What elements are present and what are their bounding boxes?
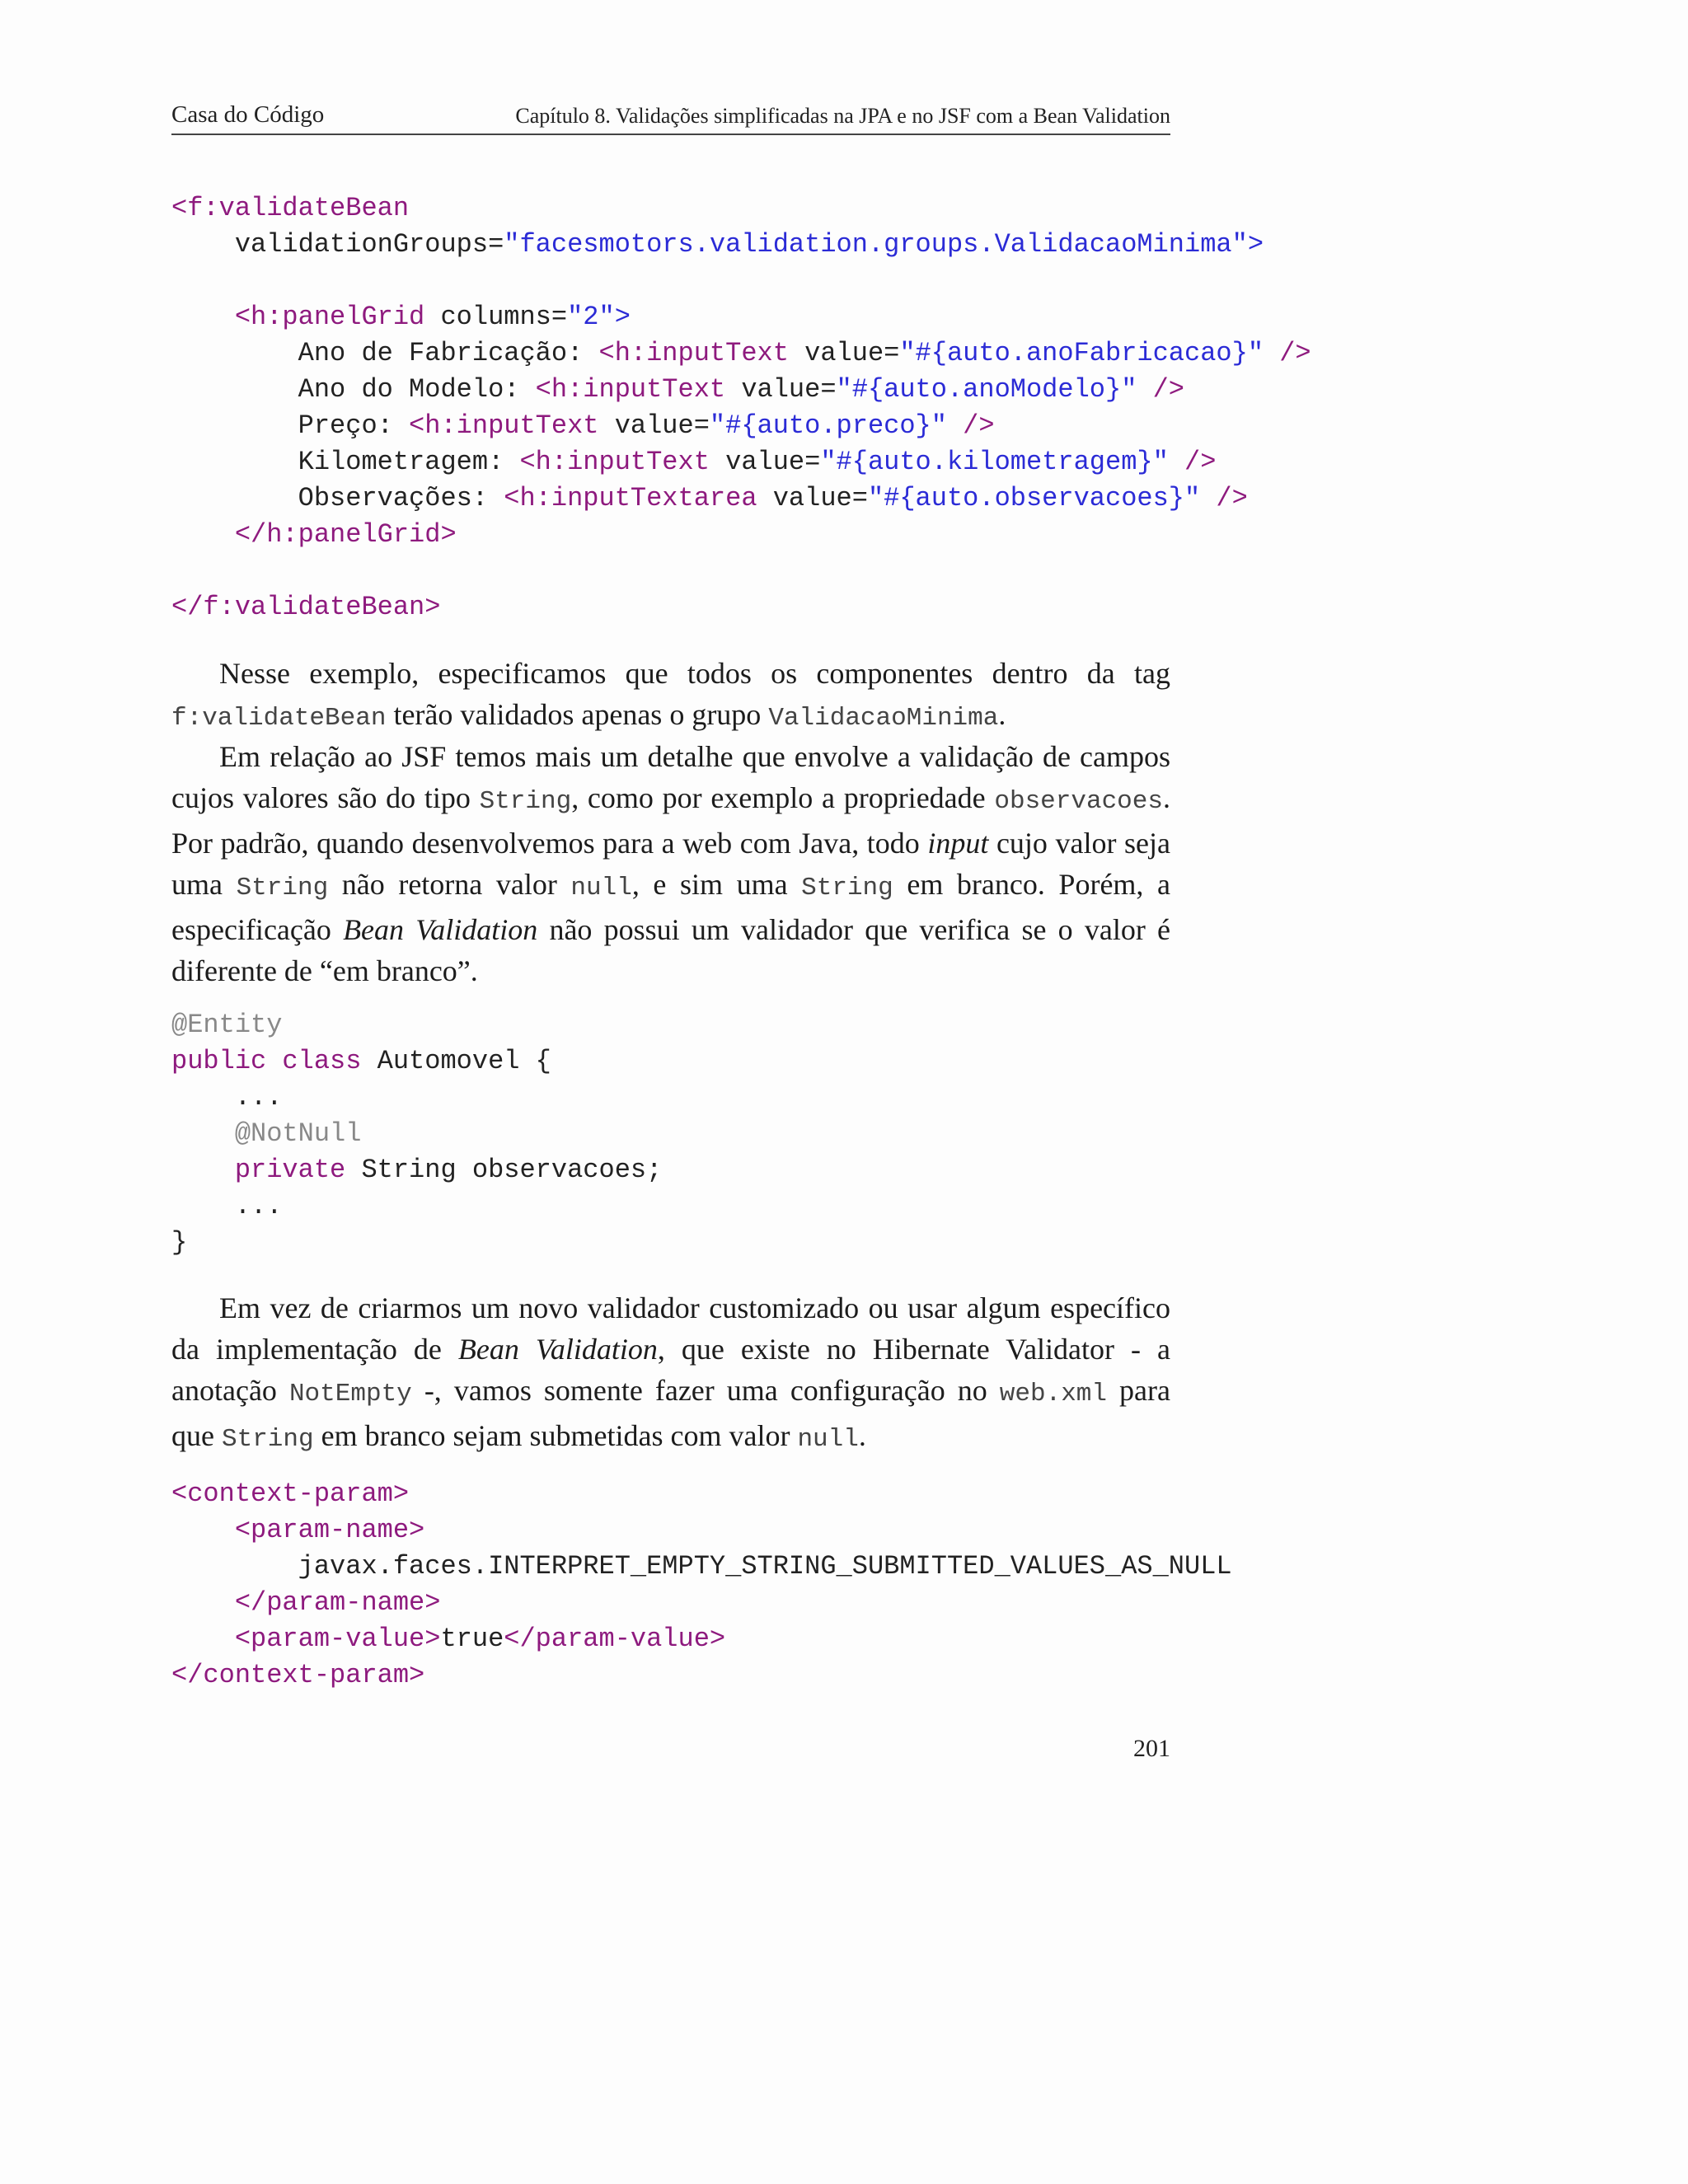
code-token: value=	[788, 338, 900, 368]
code-block-context-param	[171, 1476, 1232, 1694]
italic-run: input	[927, 827, 989, 860]
text-run: , e sim uma	[631, 868, 802, 901]
text-run: .	[858, 1419, 866, 1452]
code-token: value=	[598, 410, 710, 441]
code-token: />	[946, 410, 995, 441]
text-run: Nesse exemplo, especificamos que todos os componentes dentro da tag	[219, 657, 1170, 690]
inline-code: observacoes	[994, 787, 1163, 816]
code-token: Preço:	[298, 410, 410, 441]
text-run: cujo valor seja uma	[171, 827, 1170, 901]
text-run: , que existe no Hibernate Validator - a anotação	[171, 1333, 1170, 1407]
italic-run: Bean Validation	[457, 1333, 658, 1366]
code-token: Observações:	[298, 483, 504, 513]
code-token: </param-name>	[234, 1587, 441, 1618]
inline-code: String	[801, 874, 893, 902]
code-token: "#{auto.anoModelo}"	[836, 374, 1137, 405]
text-run: não retorna valor	[328, 868, 571, 901]
code-token: />	[1168, 447, 1217, 477]
code-token: validationGroups=	[234, 229, 504, 260]
code-token: />	[1264, 338, 1311, 368]
code-token: public class	[171, 1046, 362, 1076]
code-token: "#{auto.observacoes}"	[867, 483, 1201, 513]
inline-code: NotEmpty	[288, 1380, 412, 1408]
code-token: </f:validateBean>	[171, 592, 441, 622]
code-token: value=	[709, 447, 821, 477]
code-token: <f:validateBean	[171, 193, 410, 223]
code-token: String observacoes;	[345, 1155, 663, 1185]
chapter-title: Capítulo 8. Validações simplificadas na JPA e no JSF com a Bean Validation	[515, 104, 1170, 128]
inline-code: String	[236, 874, 329, 902]
code-token: javax.faces.INTERPRET_EMPTY_STRING_SUBMITTED_VALUES_AS_NULL	[298, 1551, 1232, 1582]
text-run: Em relação ao JSF temos mais um detalhe que envolve a validação de campos cujos valores são do tipo	[171, 740, 1170, 814]
code-token: <context-param>	[171, 1479, 410, 1509]
text-run: em branco. Porém, a especificação	[171, 868, 1170, 946]
text-run: em branco sejam submetidas com valor	[313, 1419, 798, 1452]
code-token: "facesmotors.validation.groups.ValidacaoMinima">	[504, 229, 1264, 260]
code-token: <param-value>	[234, 1624, 441, 1654]
code-token: </param-value>	[504, 1624, 726, 1654]
paragraph-1	[171, 653, 1170, 739]
code-token: Ano do Modelo:	[298, 374, 536, 405]
text-run: , como por exemplo a propriedade	[571, 781, 995, 814]
inline-code: web.xml	[999, 1380, 1108, 1408]
page-number: 201	[1133, 1735, 1170, 1762]
code-token: />	[1137, 374, 1184, 405]
code-block-automovel	[171, 1007, 662, 1261]
code-token: }	[171, 1227, 188, 1258]
text-run: Em vez de criarmos um novo validador customizado ou usar algum específico da implementação de	[171, 1291, 1170, 1366]
code-token: "#{auto.anoFabricacao}"	[899, 338, 1264, 368]
code-token: "2">	[567, 302, 631, 332]
text-run: -, vamos somente fazer uma configuração no	[411, 1374, 1000, 1407]
code-block-validatebean	[171, 190, 1311, 626]
code-token: ...	[171, 1082, 283, 1113]
paragraph-3	[171, 1287, 1170, 1460]
text-run: para que	[171, 1374, 1170, 1452]
code-token: <h:panelGrid	[234, 302, 425, 332]
inline-code: String	[221, 1425, 314, 1454]
code-token: <h:inputText	[535, 374, 726, 405]
code-token: </h:panelGrid>	[234, 519, 457, 550]
code-token: </context-param>	[171, 1660, 425, 1690]
code-token: <h:inputText	[598, 338, 789, 368]
inline-code: null	[797, 1425, 859, 1454]
code-token: "#{auto.kilometragem}"	[820, 447, 1169, 477]
running-head	[171, 97, 1170, 135]
text-run: terão validados apenas o grupo	[386, 698, 769, 731]
text-run: não possui um validador que verifica se o valor é diferente de “em branco”.	[171, 913, 1171, 987]
code-token: true	[440, 1624, 504, 1654]
code-token: ...	[171, 1191, 283, 1221]
inline-code: ValidacaoMinima	[768, 704, 999, 733]
inline-code: f:validateBean	[171, 704, 387, 733]
code-token: value=	[757, 483, 868, 513]
inline-code: String	[479, 787, 572, 816]
code-token: <h:inputTextarea	[504, 483, 757, 513]
text-run: . Por padrão, quando desenvolvemos para a web com Java, todo	[171, 781, 1170, 860]
inline-code: null	[570, 874, 632, 902]
code-token: Automovel {	[361, 1046, 551, 1076]
code-token: Ano de Fabricação:	[298, 338, 599, 368]
text-run: .	[998, 698, 1006, 731]
code-token: <param-name>	[234, 1515, 425, 1545]
code-token: columns=	[424, 302, 568, 332]
code-token: @NotNull	[234, 1118, 362, 1149]
code-token: Kilometragem:	[298, 447, 520, 477]
code-token: @Entity	[171, 1010, 283, 1040]
code-token: private	[234, 1155, 346, 1185]
code-token: />	[1200, 483, 1248, 513]
code-token: <h:inputText	[409, 410, 599, 441]
code-token: "#{auto.preco}"	[709, 410, 947, 441]
book-title: Casa do Código	[171, 101, 325, 128]
italic-run: Bean Validation	[343, 913, 538, 946]
code-token: <h:inputText	[519, 447, 710, 477]
code-token: value=	[725, 374, 837, 405]
paragraph-2	[171, 736, 1170, 991]
